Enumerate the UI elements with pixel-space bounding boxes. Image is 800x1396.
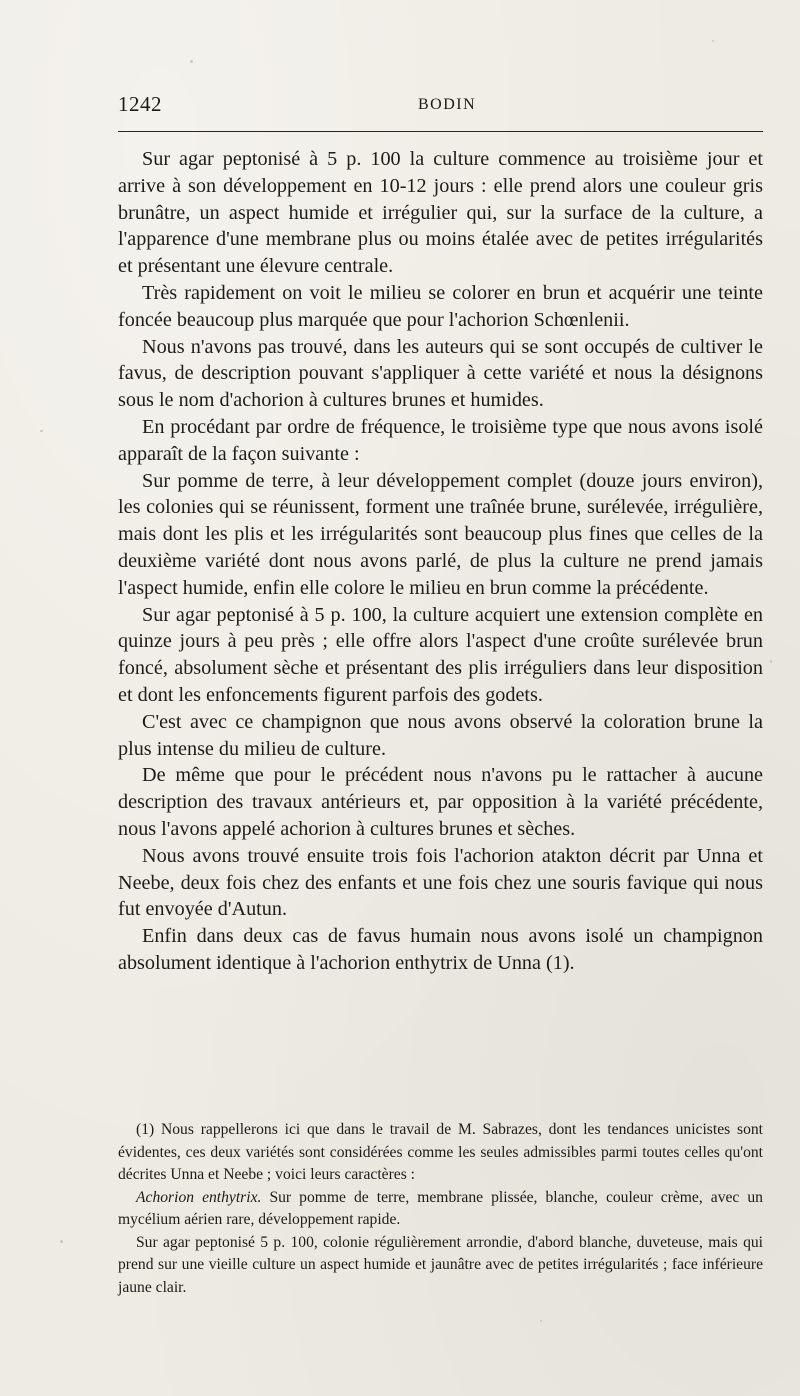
header-rule: [118, 131, 763, 132]
footnote: [118, 1187, 763, 1232]
paragraph: Très rapidement on voit le milieu se colorer en brun et acquérir une teinte foncée beaucoup plus marquée que pour l'achorion Schœnlenii.: [118, 281, 763, 331]
page-number: 1242: [118, 92, 162, 116]
body-text: [118, 146, 763, 977]
footnotes: [118, 1119, 763, 1299]
running-head: BODIN: [418, 96, 477, 113]
paragraph: Enfin dans deux cas de favus humain nous avons isolé un champignon absolument identique à l'achorion enthytrix de Unna (1).: [118, 925, 763, 974]
paragraph: Nous avons trouvé ensuite trois fois l'achorion atakton décrit par Unna et Neebe, deux fois chez des enfants et une fois chez une souris favique qui nous fut envoyée d'Autun.: [118, 844, 763, 921]
page-header: [118, 92, 763, 122]
footnote-text: Sur pomme de terre, membrane plissée, blanche, couleur crème, avec un mycélium aérien rare, développement rapide.: [118, 1188, 763, 1228]
paper-speck: [40, 430, 43, 432]
footnote-species-name: Achorion enthytrix.: [136, 1188, 262, 1206]
footnote: (1) Nous rappellerons ici que dans le travail de M. Sabrazes, dont les tendances unicistes sont évidentes, ces deux variétés sont considérées comme les seules admissibles parmi toutes celles qu'ont décrites Unna et Neebe ; voici leurs caractères :: [118, 1121, 763, 1183]
paper-speck: [540, 1320, 542, 1322]
paragraph: Nous n'avons pas trouvé, dans les auteurs qui se sont occupés de cultiver le favus, de description pouvant s'appliquer à cette variété et nous la désignons sous le nom d'achorion à cultures brunes et humides.: [118, 335, 763, 412]
paper-speck: [190, 60, 193, 63]
paper-speck: [712, 40, 714, 42]
footnote: Sur agar peptonisé 5 p. 100, colonie régulièrement arrondie, d'abord blanche, duveteuse, mais qui prend sur une vieille culture un aspect humide et jaunâtre avec de petites irrégularités ; face inférieure jaune clair.: [118, 1233, 763, 1296]
paragraph: De même que pour le précédent nous n'avons pu le rattacher à aucune description des travaux antérieurs et, par opposition à la variété précédente, nous l'avons appelé achorion à cultures brunes et sèches.: [118, 764, 763, 840]
paper-speck: [770, 660, 772, 663]
paragraph: En procédant par ordre de fréquence, le troisième type que nous avons isolé apparaît de la façon suivante :: [118, 415, 763, 465]
paragraph: C'est avec ce champignon que nous avons observé la coloration brune la plus intense du milieu de culture.: [118, 710, 763, 760]
paper-speck: [60, 1240, 63, 1243]
paragraph: Sur pomme de terre, à leur développement complet (douze jours environ), les colonies qui se réunissent, forment une traînée brune, surélevée, irrégulière, mais dont les plis et les irrégularités sont beaucoup plus fines que celles de la deuxième variété dont nous avons parlé, de plus la culture ne prend jamais l'aspect humide, enfin elle colore le milieu en brun comme la précédente.: [118, 469, 763, 599]
paragraph: Sur agar peptonisé à 5 p. 100 la culture commence au troisième jour et arrive à son développement en 10-12 jours : elle prend alors une couleur gris brunâtre, un aspect humide et irrégulier qui, sur la surface de la culture, a l'apparence d'une membrane plus ou moins étalée avec de petites irrégularités et présentant une élevure centrale.: [118, 148, 763, 278]
paragraph: Sur agar peptonisé à 5 p. 100, la culture acquiert une extension complète en quinze jours à peu près ; elle offre alors l'aspect d'une croûte surélevée brun foncé, absolument sèche et présentant des plis irréguliers dans leur disposition et dont les enfoncements figurent parfois des godets.: [118, 603, 763, 706]
